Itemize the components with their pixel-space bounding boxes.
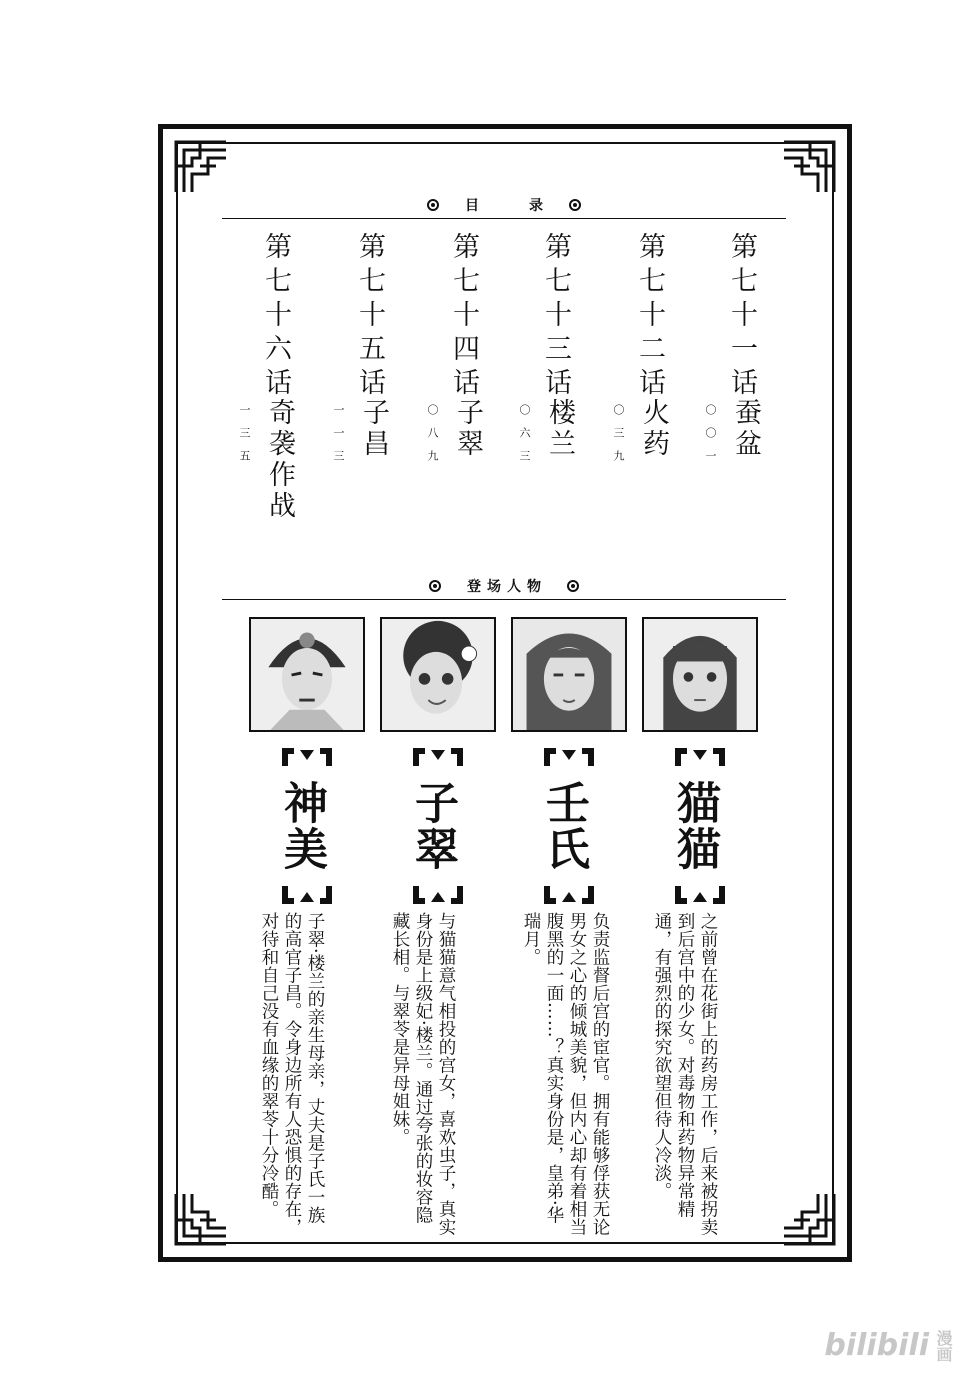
bracket-mark-icon (673, 746, 727, 768)
toc-heading: 目 录 (222, 192, 786, 219)
bracket-mark-icon (280, 884, 334, 906)
chapter-number: 第七十五话 (354, 232, 385, 402)
chapter-title: 子翠 (452, 398, 483, 460)
portrait-jinshi (511, 617, 627, 732)
chapter-page: 〇三九 (612, 404, 625, 473)
corner-fret-ornament (170, 1188, 232, 1250)
portrait-shenmei (249, 617, 365, 732)
character-maomao (642, 746, 758, 906)
bracket-mark-icon (673, 884, 727, 906)
bracket-mark-icon (542, 884, 596, 906)
bracket-mark-icon (280, 746, 334, 768)
bracket-mark-icon (542, 746, 596, 768)
chapter-title: 火药 (638, 398, 669, 460)
character-description: 之前曾在花街上的药房工作，后来被拐卖到后宫中的少女。对毒物和药物异常精通，有强烈的探究欲望但待人冷淡。 (652, 912, 718, 1236)
corner-fret-ornament (170, 136, 232, 198)
bracket-mark-icon (411, 884, 465, 906)
circle-dot-icon (569, 199, 581, 211)
corner-fret-ornament (778, 1188, 840, 1250)
chapter-number: 第七十二话 (634, 232, 665, 402)
character-name: 神美 (276, 780, 327, 872)
portrait-maomao (642, 617, 758, 732)
chapter-number: 第七十一话 (726, 232, 757, 402)
bilibili-watermark: bilibili 漫画 (824, 1328, 953, 1363)
toc-entry[interactable] (236, 232, 310, 532)
character-jinshi (511, 746, 627, 906)
chapter-title: 楼兰 (544, 398, 575, 460)
character-name: 猫猫 (669, 780, 720, 872)
toc-entry[interactable] (330, 232, 404, 532)
toc-entry[interactable] (424, 232, 498, 532)
character-description: 负责监督后宫的宦官。拥有能够俘获无论男女之心的倾城美貌，但内心却有着相当腹黑的一面……？真实身份是，皇弟·华瑞月。 (521, 912, 610, 1236)
chapter-number: 第七十三话 (540, 232, 571, 402)
character-shisui (380, 746, 496, 906)
character-name: 壬氏 (538, 780, 589, 872)
circle-dot-icon (567, 580, 579, 592)
chapter-title: 奇袭作战 (264, 398, 295, 522)
chapter-number: 第七十四话 (448, 232, 479, 402)
toc-entry[interactable] (610, 232, 684, 532)
character-shenmei (249, 746, 365, 906)
chapter-title: 蚕盆 (730, 398, 761, 460)
circle-dot-icon (427, 199, 439, 211)
portrait-shisui (380, 617, 496, 732)
character-description: 与猫猫意气相投的宫女，喜欢虫子，真实身份是上级妃·楼兰。通过夸张的妆容隐藏长相。与翠苓是异母姐妹。 (390, 912, 456, 1236)
chapter-page: 〇八九 (426, 404, 439, 473)
chapter-page: 〇〇一 (704, 404, 717, 473)
chapter-title: 子昌 (358, 398, 389, 460)
chapter-page: 〇六三 (518, 404, 531, 473)
toc-entry[interactable] (516, 232, 590, 532)
circle-dot-icon (429, 580, 441, 592)
character-description: 子翠·楼兰的亲生母亲，丈夫是子氏一族的高官子昌。令身边所有人恐惧的存在，对待和自己没有血缘的翠苓十分冷酷。 (259, 912, 325, 1236)
chapter-page: 一一三 (332, 404, 345, 473)
chapter-page: 一三五 (238, 404, 251, 473)
toc-entry[interactable] (702, 232, 776, 532)
character-name: 子翠 (407, 780, 458, 872)
characters-heading: 登场人物 (222, 573, 786, 600)
corner-fret-ornament (778, 136, 840, 198)
bracket-mark-icon (411, 746, 465, 768)
chapter-number: 第七十六话 (260, 232, 291, 402)
